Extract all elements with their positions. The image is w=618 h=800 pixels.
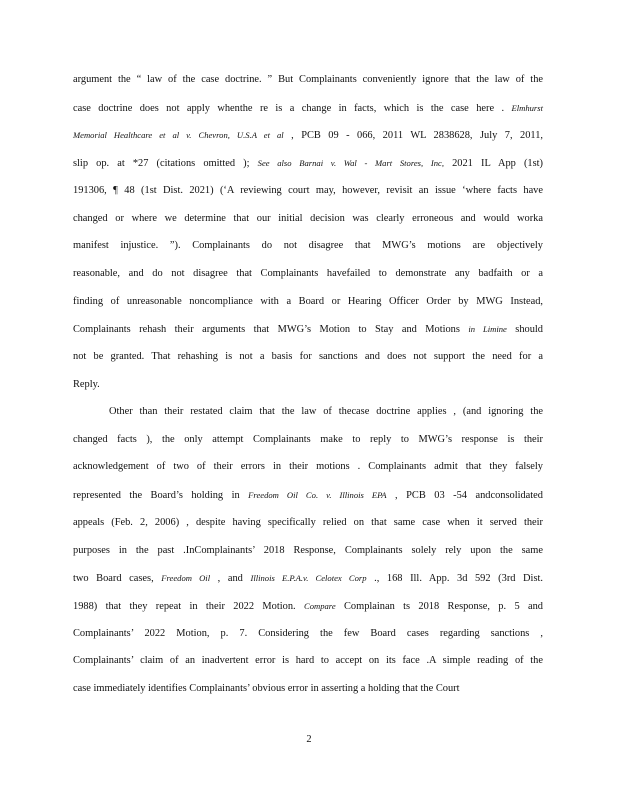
text-line	[73, 267, 543, 281]
text-line	[73, 654, 543, 668]
text-segment: 1988) that they repeat in their 2022 Motion.	[73, 600, 304, 612]
italic-citation: in Limine	[468, 324, 507, 335]
text-segment: changed facts ), the only attempt Complainants make to reply to MWG’s response is their	[73, 433, 543, 445]
text-segment: , PCB 03 -54 andconsolidated	[386, 490, 543, 502]
italic-citation: Memorial Healthcare et al v. Chevron, U.S.A et al	[73, 130, 284, 141]
text-segment: purposes in the past .InComplainants’ 2018 Response, Complainants solely rely upon the same	[73, 544, 543, 556]
text-line	[73, 544, 543, 558]
text-segment: acknowledgement of two of their errors in their motions . Complainants admit that they falsely	[73, 461, 543, 473]
text-segment: Complainants rehash their arguments that MWG’s Motion to Stay and Motions	[73, 324, 469, 336]
text-line	[109, 405, 543, 419]
text-line	[73, 184, 543, 198]
text-segment: finding of unreasonable noncompliance with a Board or Hearing Officer Order by MWG Instead,	[73, 295, 543, 307]
text-segment: argument the “ law of the case doctrine. ” But Complainants conveniently ignore that the law of the	[73, 74, 543, 85]
text-line	[73, 571, 543, 586]
text-line	[73, 627, 543, 641]
text-line	[73, 295, 543, 309]
text-line	[73, 488, 543, 503]
text-segment: reasonable, and do not disagree that Complainants havefailed to demonstrate any badfaith or a	[73, 267, 543, 279]
text-segment: slip op. at *27 (citations omitted );	[73, 158, 258, 170]
text-line	[73, 212, 543, 226]
text-line	[73, 156, 543, 171]
text-line	[73, 128, 543, 143]
text-line	[73, 599, 543, 614]
text-segment: manifest injustice. ”). Complainants do not disagree that MWG’s motions are objectively	[73, 240, 543, 252]
text-segment: should	[506, 324, 543, 336]
text-segment: 2021 IL App (1st)	[443, 158, 543, 170]
text-segment: , PCB 09 - 066, 2011 WL 2838628, July 7, 2011,	[283, 130, 543, 142]
text-segment: Complainants’ 2022 Motion, p. 7. Considering the few Board cases regarding sanctions ,	[73, 627, 543, 639]
text-segment: two Board cases,	[73, 573, 162, 585]
page-number: 2	[306, 734, 312, 745]
text-segment: changed or where we determine that our initial decision was clearly erroneous and would worka	[73, 212, 543, 224]
italic-citation: See also Barnai v. Wal - Mart Stores, Inc,	[257, 158, 444, 169]
italic-citation: Compare	[303, 600, 336, 611]
text-segment: , and	[210, 573, 251, 585]
text-line	[73, 239, 543, 253]
text-segment: not be granted. That rehashing is not a basis for sanctions and does not support the need for a	[73, 351, 543, 362]
text-segment: Complainan ts 2018 Response, p. 5 and	[335, 600, 543, 612]
text-line	[73, 101, 543, 116]
text-line	[73, 378, 543, 392]
text-segment: appeals (Feb. 2, 2006) , despite having specifically relied on that same case when it served their	[73, 516, 543, 528]
text-segment: ., 168 Ill. App. 3d 592 (3rd Dist.	[366, 573, 543, 585]
text-segment: Reply.	[73, 378, 100, 390]
text-segment: case immediately identifies Complainants’ obvious error in asserting a holding that the Court	[73, 683, 460, 694]
text-line	[73, 322, 543, 337]
text-segment: represented the Board’s holding in	[73, 490, 249, 502]
text-line	[73, 350, 543, 364]
text-line	[73, 73, 543, 87]
italic-citation: Illinois E.P.A.v. Celotex Corp	[250, 573, 367, 584]
text-segment: Other than their restated claim that the law of thecase doctrine applies , (and ignoring the	[109, 406, 543, 417]
text-line	[73, 682, 543, 696]
text-segment: 191306, ¶ 48 (1st Dist. 2021) (‘A reviewing court may, however, revisit an issue ‘where facts have	[73, 184, 543, 196]
italic-citation: Elmhurst	[511, 102, 543, 113]
italic-citation: Freedom Oil Co. v. Illinois EPA	[248, 490, 387, 501]
text-line	[73, 433, 543, 447]
text-line	[73, 516, 543, 530]
italic-citation: Freedom Oil	[161, 573, 211, 584]
text-segment: case doctrine does not apply whenthe re is a change in facts, which is the case here .	[73, 102, 512, 114]
text-line	[73, 460, 543, 474]
text-segment: Complainants’ claim of an inadvertent error is hard to accept on its face .A simple reading of the	[73, 655, 543, 667]
